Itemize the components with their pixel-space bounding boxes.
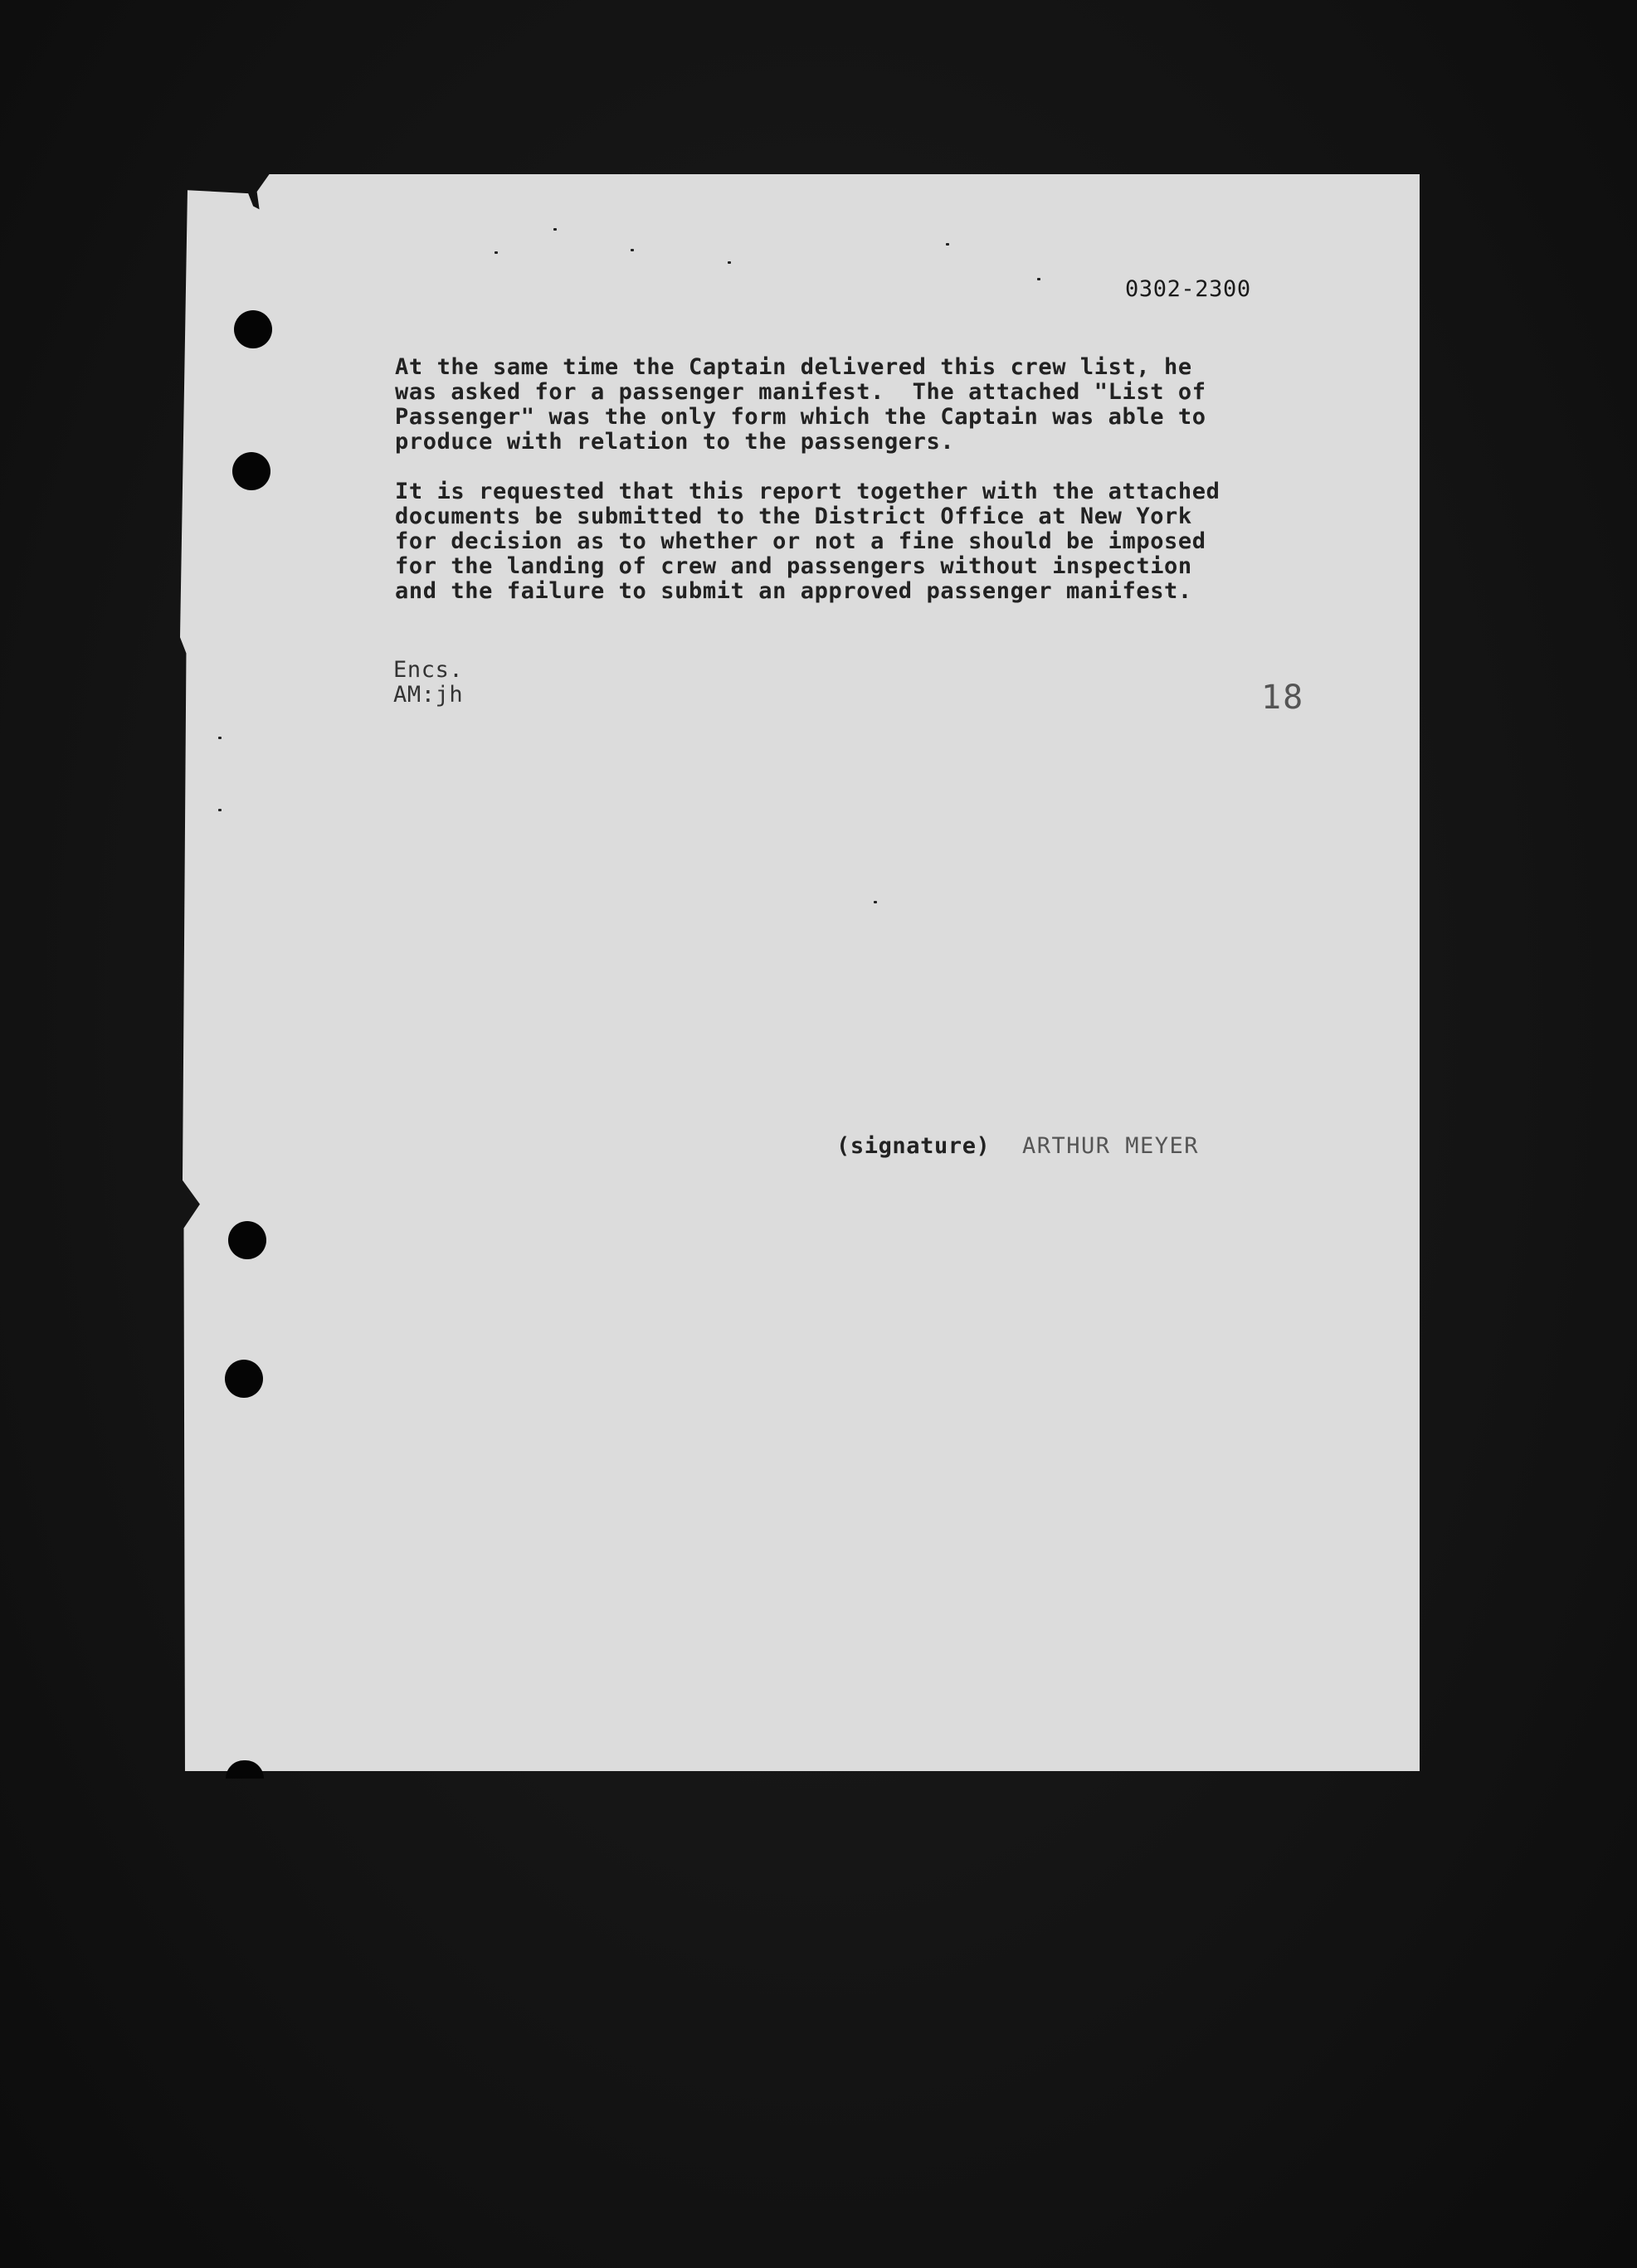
punch-hole (234, 310, 272, 348)
scan-speck (218, 809, 222, 811)
body-line: and the failure to submit an approved passenger manifest. (395, 578, 1192, 604)
file-number: 0302-2300 (1125, 276, 1251, 302)
signature-name: ARTHUR MEYER (1022, 1133, 1200, 1159)
scan-speck (1037, 278, 1040, 280)
body-line: for the landing of crew and passengers without inspection (395, 553, 1192, 579)
punch-hole (228, 1221, 266, 1259)
scan-speck (874, 901, 877, 903)
page-number: 18 (1261, 679, 1305, 717)
enclosures-note: Encs. (393, 657, 464, 683)
body-line: produce with relation to the passengers. (395, 429, 955, 455)
scan-speck (553, 228, 557, 231)
scan-speck (495, 251, 498, 254)
body-line: for decision as to whether or not a fine should be imposed (395, 528, 1206, 554)
body-line: At the same time the Captain delivered this crew list, he (395, 354, 1192, 380)
signature-label: (signature) (836, 1133, 991, 1159)
body-line: Passenger" was the only form which the Captain was able to (395, 404, 1206, 430)
punch-hole (232, 452, 270, 490)
typist-initials: AM:jh (393, 682, 464, 708)
body-line: It is requested that this report together with the attached (395, 479, 1220, 504)
scan-speck (728, 261, 731, 264)
body-line: was asked for a passenger manifest. The attached "List of (395, 379, 1206, 405)
punch-hole (225, 1360, 263, 1398)
body-line: documents be submitted to the District Office at New York (395, 504, 1192, 529)
scan-speck (631, 249, 634, 251)
scan-speck (946, 243, 949, 246)
scan-speck (218, 737, 222, 739)
